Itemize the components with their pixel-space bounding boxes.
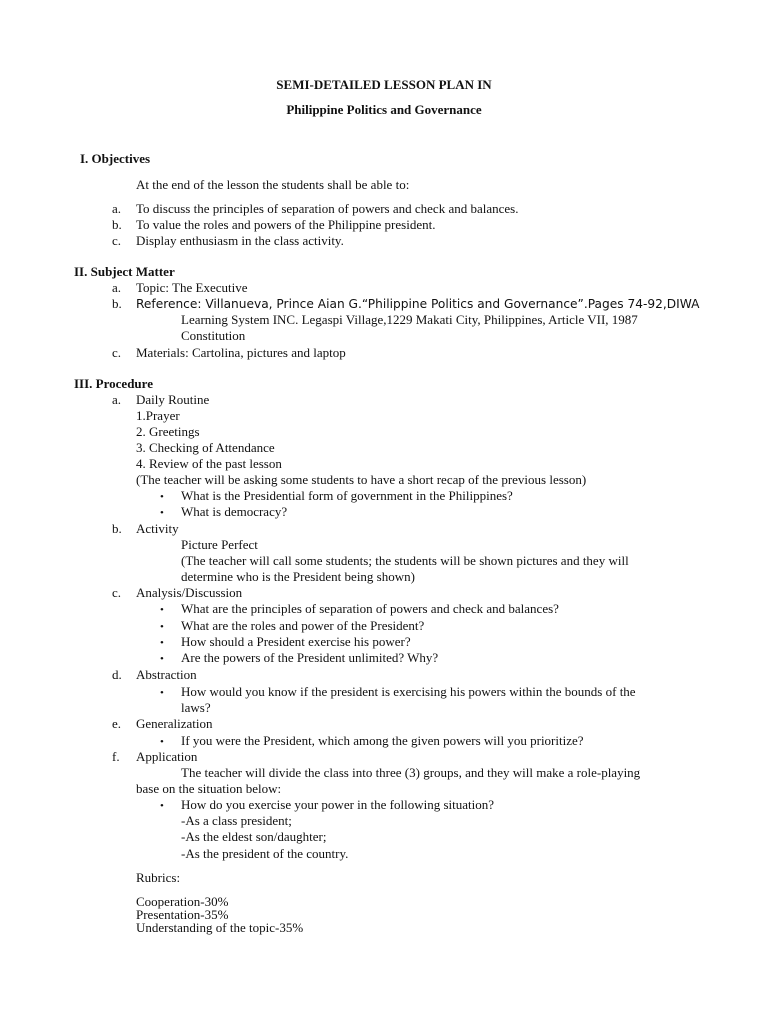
subject-materials: Materials: Cartolina, pictures and laptop: [136, 345, 346, 360]
subject-letter: b.: [112, 296, 122, 311]
objective-letter: c.: [112, 233, 122, 248]
abstraction-question: How would you know if the president is exercising his powers within the bounds of the: [181, 684, 636, 699]
bullet-icon: •: [160, 637, 164, 649]
rubric-item: Understanding of the topic-35%: [136, 920, 304, 935]
analysis-label: Analysis/Discussion: [136, 585, 243, 600]
daily-routine-label: Daily Routine: [136, 392, 210, 407]
rubrics-label: Rubrics:: [136, 870, 181, 885]
abstraction-question-cont: laws?: [181, 700, 211, 715]
bullet-icon: •: [160, 736, 164, 748]
routine-note: (The teacher will be asking some students to have a short recap of the previous lesson): [136, 472, 587, 487]
application-description-cont: base on the situation below:: [136, 781, 282, 796]
objectives-intro: At the end of the lesson the students shall be able to:: [136, 177, 410, 192]
procedure-letter: b.: [112, 521, 122, 536]
subject-topic: Topic: The Executive: [136, 280, 248, 295]
bullet-icon: •: [160, 800, 164, 812]
objective-letter: b.: [112, 217, 122, 232]
subject-letter: c.: [112, 345, 122, 360]
subject-reference-cont: Learning System INC. Legaspi Village,1229 Makati City, Philippines, Article VII, 1987: [181, 312, 638, 327]
objective-item: To discuss the principles of separation of powers and check and balances.: [136, 201, 519, 216]
routine-step: 4. Review of the past lesson: [136, 456, 282, 471]
application-label: Application: [136, 749, 198, 764]
objective-item: Display enthusiasm in the class activity.: [136, 233, 344, 248]
procedure-letter: d.: [112, 667, 122, 682]
analysis-question: Are the powers of the President unlimited? Why?: [181, 650, 439, 665]
rubric-item: Cooperation-30%: [136, 894, 229, 909]
routine-step: 2. Greetings: [136, 424, 200, 439]
generalization-label: Generalization: [136, 716, 213, 731]
subject-reference-cont: Constitution: [181, 328, 246, 343]
rubric-item: Presentation-35%: [136, 907, 229, 922]
abstraction-label: Abstraction: [136, 667, 197, 682]
activity-name: Picture Perfect: [181, 537, 258, 552]
subject-reference: Reference: Villanueva, Prince Aian G.“Philippine Politics and Governance”.Pages 74-92,DIWA: [136, 297, 700, 311]
analysis-question: What are the principles of separation of powers and check and balances?: [181, 601, 559, 616]
procedure-letter: f.: [112, 749, 120, 764]
subject-letter: a.: [112, 280, 122, 295]
routine-step: 1.Prayer: [136, 408, 180, 423]
bullet-icon: •: [160, 653, 164, 665]
subject-matter-heading: II. Subject Matter: [74, 264, 175, 279]
document-title: SEMI-DETAILED LESSON PLAN IN: [276, 77, 492, 92]
generalization-question: If you were the President, which among the given powers will you prioritize?: [181, 733, 584, 748]
bullet-icon: •: [160, 507, 164, 519]
application-question: How do you exercise your power in the following situation?: [181, 797, 495, 812]
procedure-letter: e.: [112, 716, 122, 731]
analysis-question: How should a President exercise his power?: [181, 634, 411, 649]
bullet-icon: •: [160, 491, 164, 503]
application-situation: -As a class president;: [181, 813, 292, 828]
application-description: The teacher will divide the class into three (3) groups, and they will make a role-playing: [181, 765, 641, 780]
procedure-letter: c.: [112, 585, 122, 600]
routine-question: What is the Presidential form of government in the Philippines?: [181, 488, 513, 503]
bullet-icon: •: [160, 687, 164, 699]
activity-description: determine who is the President being shown): [181, 569, 415, 584]
bullet-icon: •: [160, 621, 164, 633]
application-situation: -As the eldest son/daughter;: [181, 829, 327, 844]
procedure-letter: a.: [112, 392, 122, 407]
analysis-question: What are the roles and power of the President?: [181, 618, 425, 633]
procedure-heading: III. Procedure: [74, 376, 153, 391]
application-situation: -As the president of the country.: [181, 846, 349, 861]
routine-question: What is democracy?: [181, 504, 288, 519]
document-subtitle: Philippine Politics and Governance: [286, 102, 482, 117]
activity-label: Activity: [136, 521, 179, 536]
activity-description: (The teacher will call some students; the students will be shown pictures and they will: [181, 553, 629, 568]
bullet-icon: •: [160, 604, 164, 616]
routine-step: 3. Checking of Attendance: [136, 440, 275, 455]
objective-item: To value the roles and powers of the Philippine president.: [136, 217, 436, 232]
objectives-heading: I. Objectives: [80, 151, 151, 166]
objective-letter: a.: [112, 201, 122, 216]
